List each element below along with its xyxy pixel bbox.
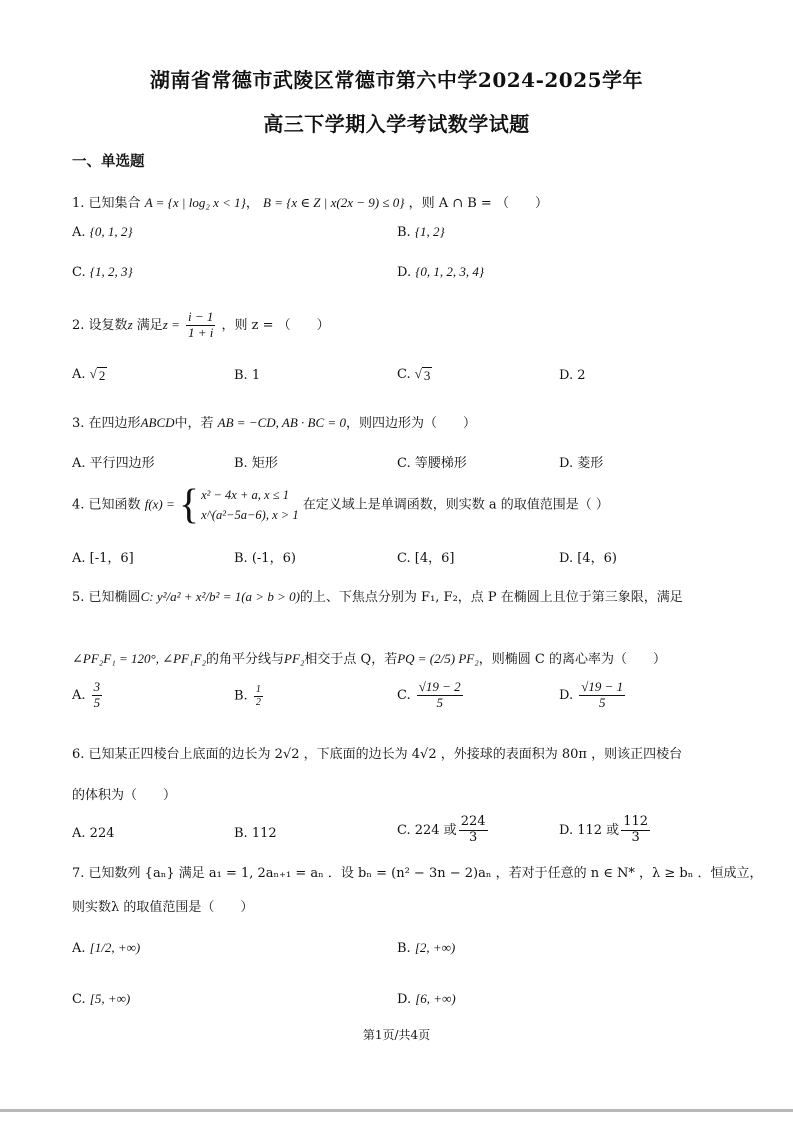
question-text: 已知集合 [88, 196, 141, 211]
option-c: C. {1, 2, 3} [72, 264, 133, 280]
fraction: $\frac{i - 1}{1 + i}$ [188, 309, 214, 340]
option-b: B. $\frac{1}{2}$ [234, 684, 261, 708]
option-a: A. $\frac{3}{5}$ [72, 679, 101, 710]
exam-title-line1: 湖南省常德市武陵区常德市第六中学2024-2025学年 [149, 68, 644, 92]
option-b: B. 1 [234, 368, 261, 383]
option-c: C. 224 或 $\frac{224}{3}$ [397, 814, 486, 845]
option-c: C. $\frac{√19 - 2}{5}$ [397, 679, 461, 710]
section-title: 一、单选题 [72, 153, 145, 170]
question-6-line1: 6. 已知某正四棱台上底面的边长为 2√2 ，下底面的边长为 4√2 ，外接球的表面积为 80π ，则该正四棱台 [72, 747, 683, 762]
question-3-stem: 3. 在四边形ABCD中，若 AB = −CD, AB · BC = 0，则四边形为（ ） [72, 415, 476, 431]
option-a: A. 平行四边形 [72, 456, 155, 471]
option-b: B. 矩形 [234, 456, 278, 471]
set-a-expression: A = {x | log₂ x < 1} [144, 195, 246, 210]
option-a: A. {0, 1, 2} [72, 224, 133, 240]
question-6-line2: 的体积为（ ） [72, 788, 177, 803]
page-number: 第1页/共4页 [362, 1028, 431, 1042]
question-5-line2: ∠PF₂F₁ = 120°, ∠PF₁F₂的角平分线与PF₂相交于点 Q，若PQ = (2/5) PF₂，则椭圆 C 的离心率为（ ） [72, 651, 666, 667]
ellipse-equation: C: y²/a² + x²/b² = 1(a > b > 0) [140, 589, 300, 604]
question-7-line2: 则实数λ 的取值范围是（ ） [72, 900, 254, 915]
option-b: B. (-1，6) [234, 551, 296, 566]
exam-title-line2: 高三下学期入学考试数学试题 [263, 112, 530, 136]
option-a: A. [-1，6] [72, 551, 134, 566]
question-7-line1: 7. 已知数列 {aₙ} 满足 a₁ = 1, 2aₙ₊₁ = aₙ ．设 bₙ = (n² − 3n − 2)aₙ ，若对于任意的 n ∈ N* ，λ ≥ bₙ ．恒成立， [72, 866, 763, 881]
option-b: B. {1, 2} [397, 224, 445, 240]
option-d: D. {0, 1, 2, 3, 4} [397, 264, 485, 280]
question-4-stem: 4. 已知函数 f(x) = { x² − 4x + a, x ≤ 1 x^(a²−5a−6), x > 1 在定义域上是单调函数，则实数 a 的取值范围是（ ） [72, 482, 609, 528]
option-c: C. 等腰梯形 [397, 456, 467, 471]
option-d: D. [4，6) [559, 551, 617, 566]
set-b-expression: B = {x ∈ Z | x(2x − 9) ≤ 0} [263, 195, 405, 210]
option-a: A. 224 [72, 826, 115, 841]
option-d: D. 菱形 [559, 456, 604, 471]
option-b: B. [2, +∞) [397, 940, 456, 956]
footer-divider [0, 1109, 793, 1112]
question-5-line1: 5. 已知椭圆C: y²/a² + x²/b² = 1(a > b > 0)的上、下焦点分别为 F₁, F₂，点 P 在椭圆上且位于第三象限，满足 [72, 589, 683, 605]
question-text-suffix: ，则 A ∩ B = （ ） [408, 196, 548, 211]
option-c: C. √ 3 [397, 366, 431, 383]
option-c: C. [4，6] [397, 551, 455, 566]
option-a: A. √ 2 [72, 366, 106, 383]
option-d: D. 2 [559, 368, 586, 383]
question-1-stem: 1. 已知集合 A = {x | log₂ x < 1}， B = {x ∈ Z | x(2x − 9) ≤ 0} ，则 A ∩ B = （ ） [72, 195, 548, 211]
option-c: C. [5, +∞) [72, 991, 131, 1007]
option-d: D. 112 或 $\frac{112}{3}$ [559, 814, 649, 845]
option-a: A. [1/2, +∞) [72, 940, 141, 956]
question-number: 1. [72, 196, 85, 211]
vector-condition: AB = −CD, AB · BC = 0 [217, 415, 346, 430]
piecewise-function: { x² − 4x + a, x ≤ 1 x^(a²−5a−6), x > 1 [178, 482, 299, 528]
option-d: D. [6, +∞) [397, 991, 456, 1007]
question-2-stem: 2. 设复数z 满足z = $\frac{i - 1}{1 + i}$ ，则 z = （ ） [72, 309, 330, 340]
option-d: D. $\frac{√19 - 1}{5}$ [559, 679, 624, 710]
option-b: B. 112 [234, 826, 277, 841]
